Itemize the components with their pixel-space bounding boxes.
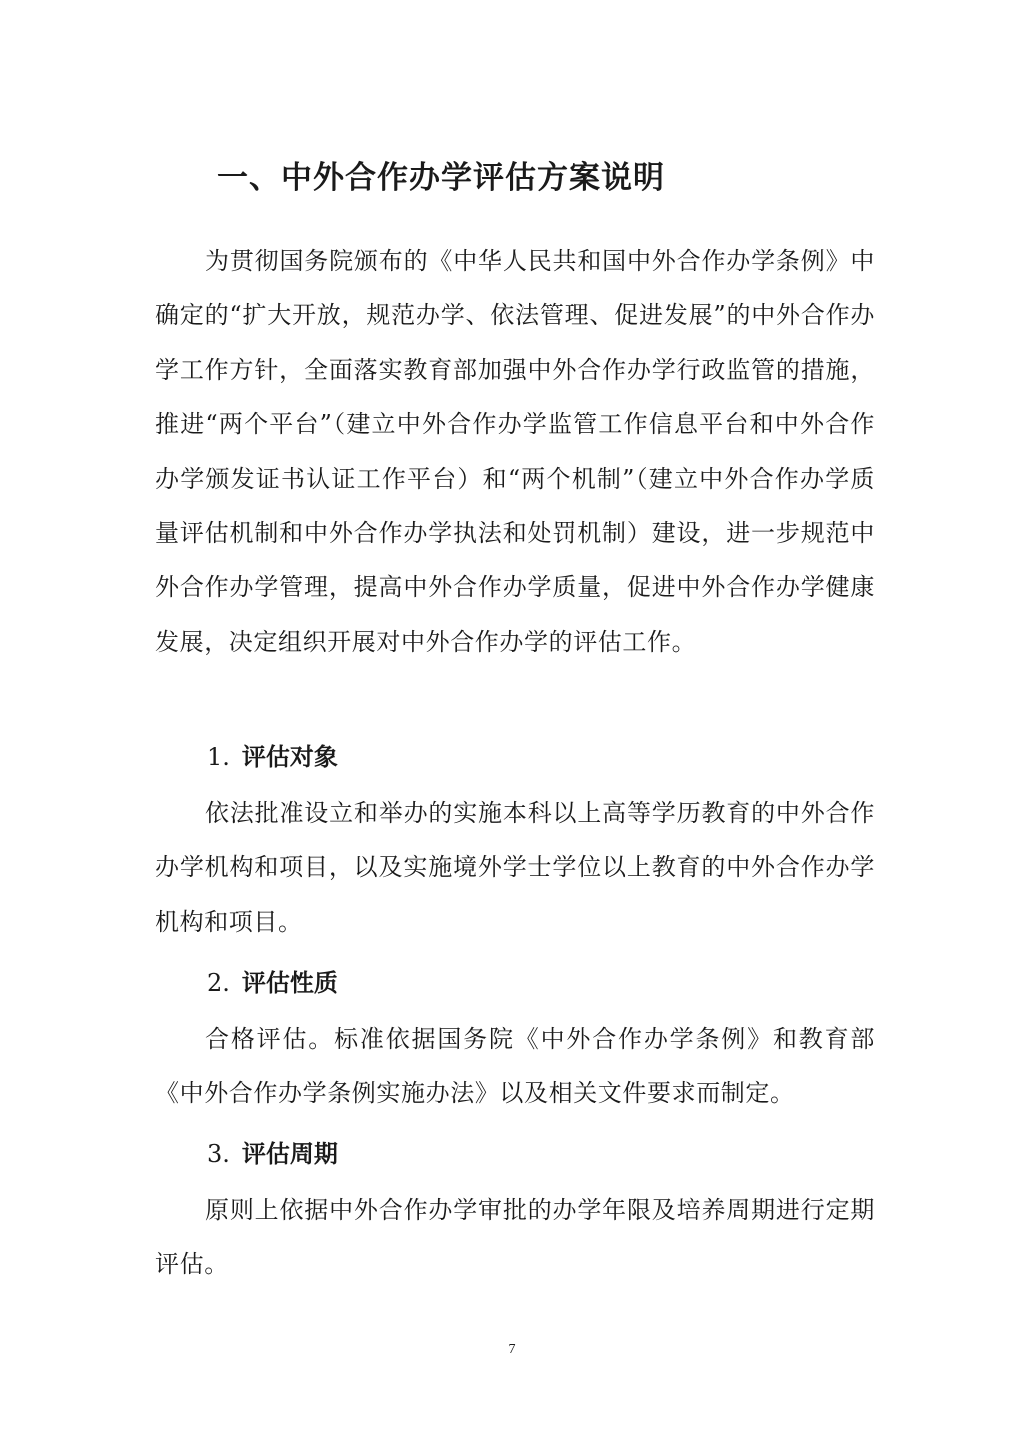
subsection-heading-object [207,737,338,772]
subsection-body-cycle: 原则上依据中外合作办学审批的办学年限及培养周期进行定期评估。 [155,1196,875,1279]
subsection-heading-text: 评估周期 [241,1140,338,1168]
intro-paragraph: 为贯彻国务院颁布的《中华人民共和国中外合作办学条例》中确定的“扩大开放，规范办学、依法管理、促进发展”的中外合作办学工作方针，全面落实教育部加强中外合作办学行政监管的措施，推进“两个平台”（建立中外合作办学监管工作信息平台和中外合作办学颁发证书认证工作平台）和“两个机制”（建立中外合作办学质量评估机制和中外合作办学执法和处罚机制）建设，进一步规范中外合作办学管理，提高中外合作办学质量，促进中外合作办学健康发展，决定组织开展对中外合作办学的评估工作。 [155,247,875,656]
subsection-number: 2. [207,969,230,997]
subsection-heading-nature [207,963,338,998]
subsection-body-object: 依法批准设立和举办的实施本科以上高等学历教育的中外合作办学机构和项目，以及实施境外学士学位以上教育的中外合作办学机构和项目。 [155,799,875,936]
subsection-heading-text: 评估性质 [241,969,338,997]
subsection-number: 3. [207,1140,230,1168]
page-number: 7 [508,1342,516,1357]
subsection-heading-text: 评估对象 [241,743,338,771]
subsection-body-nature: 合格评估。标准依据国务院《中外合作办学条例》和教育部《中外合作办学条例实施办法》以及相关文件要求而制定。 [155,1025,875,1108]
section-title: 一、中外合作办学评估方案说明 [217,160,665,196]
subsection-number: 1. [207,743,230,771]
subsection-heading-cycle [207,1134,338,1169]
